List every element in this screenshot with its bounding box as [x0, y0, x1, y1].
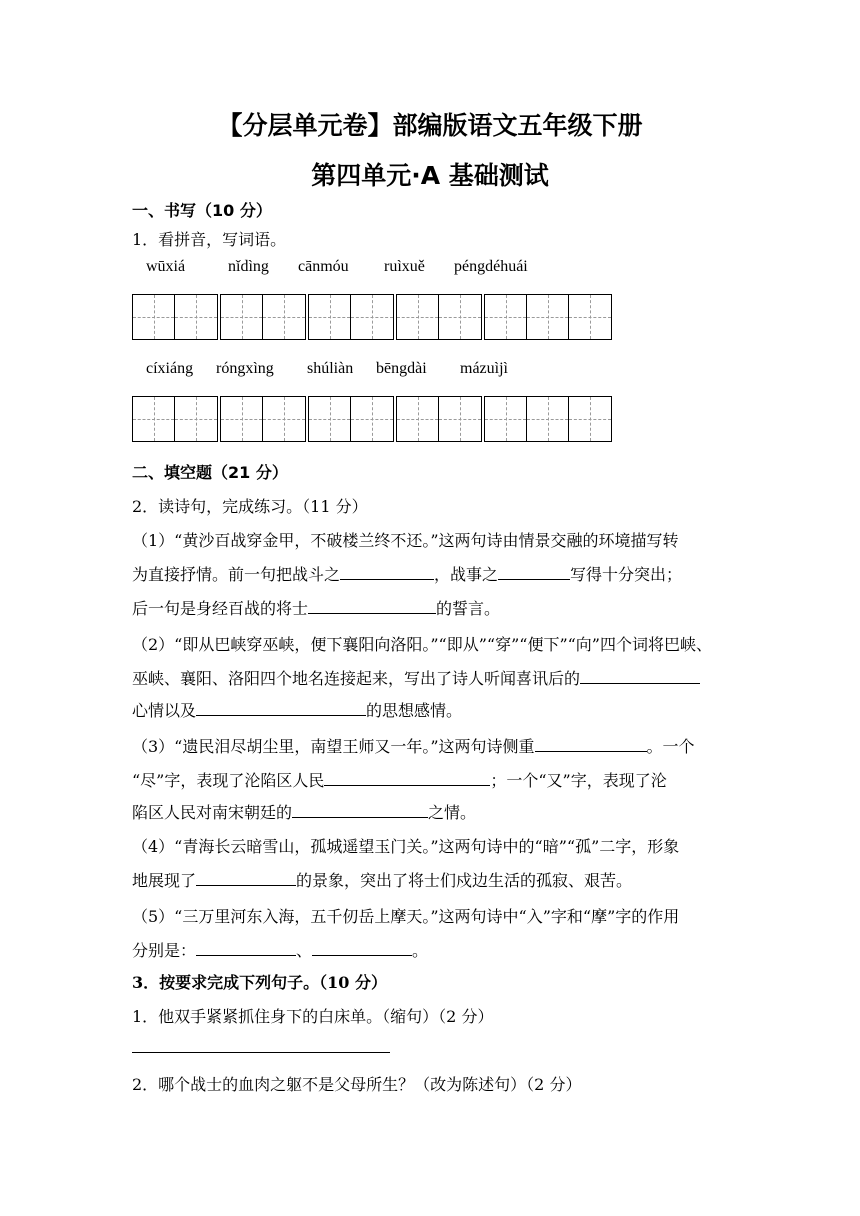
pinyin-label: nǐdìng	[228, 258, 269, 275]
text-span: 之情。	[428, 803, 477, 822]
text-span: 心情以及	[132, 701, 197, 720]
poem-item-4-line-1: （4）“青海长云暗雪山，孤城遥望玉门关。”这两句诗中的“暗”“孤”二字，形象	[132, 837, 680, 856]
text-span: 的思想感情。	[366, 701, 463, 720]
character-cell[interactable]	[221, 397, 263, 441]
pinyin-label: shúliàn	[307, 360, 354, 377]
pinyin-label: péngdéhuái	[454, 258, 528, 275]
text-span: 为直接抒情。前一句把战斗之	[132, 565, 341, 584]
poem-item-5-line-1: （5）“三万里河东入海，五千仞岳上摩天。”这两句诗中“入”字和“摩”字的作用	[132, 907, 680, 926]
character-cell[interactable]	[485, 397, 527, 441]
pinyin-label: róngxìng	[216, 360, 274, 377]
pinyin-label: bēngdài	[376, 360, 427, 377]
poem-item-3-line-1	[132, 734, 695, 757]
character-cell[interactable]	[309, 397, 351, 441]
text-span: 后一句是身经百战的将士	[132, 599, 309, 618]
word-box	[396, 396, 482, 442]
answer-blank[interactable]	[312, 941, 412, 956]
sentence-task-2: 2．哪个战士的血肉之躯不是父母所生？（改为陈述句）（2 分）	[132, 1075, 582, 1094]
character-cell[interactable]	[439, 397, 481, 441]
character-cell[interactable]	[221, 295, 263, 339]
writing-grid-row-2	[132, 396, 614, 442]
character-cell[interactable]	[351, 295, 393, 339]
answer-blank[interactable]	[292, 803, 428, 818]
poem-item-3-line-3	[132, 800, 476, 823]
answer-blank[interactable]	[340, 565, 434, 580]
answer-blank[interactable]	[196, 871, 296, 886]
text-span: 分别是：	[132, 941, 197, 960]
text-span: （3）“遗民泪尽胡尘里，南望王师又一年。”这两句诗侧重	[132, 737, 535, 756]
answer-blank[interactable]	[324, 771, 490, 786]
character-cell[interactable]	[569, 397, 611, 441]
question-1-prompt: 1．看拼音，写词语。	[132, 230, 287, 249]
answer-blank[interactable]	[498, 565, 570, 580]
pinyin-label: wūxiá	[146, 258, 186, 275]
text-span: 。	[412, 941, 429, 960]
pinyin-label: mázuìjì	[460, 360, 508, 377]
poem-item-2-line-3	[132, 698, 462, 721]
poem-item-1-line-3	[132, 596, 500, 619]
word-box	[132, 294, 218, 340]
character-cell[interactable]	[263, 295, 305, 339]
section-heading-fill-blank: 二、填空题（21 分）	[132, 463, 288, 482]
text-span: 巫峡、襄阳、洛阳四个地名连接起来，写出了诗人听闻喜讯后的	[132, 669, 581, 688]
text-span: ；一个“又”字，表现了沦	[490, 771, 667, 790]
word-box	[396, 294, 482, 340]
character-cell[interactable]	[263, 397, 305, 441]
text-span: 地展现了	[132, 871, 197, 890]
character-cell[interactable]	[569, 295, 611, 339]
text-span: 陷区人民对南宋朝廷的	[132, 803, 293, 822]
character-cell[interactable]	[485, 295, 527, 339]
text-span: 。一个	[646, 737, 695, 756]
word-box	[220, 396, 306, 442]
pinyin-label: ruìxuě	[384, 258, 425, 275]
poem-item-5-line-2	[132, 938, 428, 961]
poem-item-1-line-2	[132, 562, 682, 585]
sentence-task-1: 1．他双手紧紧抓住身下的白床单。（缩句）（2 分）	[132, 1007, 494, 1026]
character-cell[interactable]	[527, 295, 569, 339]
text-span: 的景象，突出了将士们戍边生活的孤寂、艰苦。	[296, 871, 633, 890]
writing-grid-row-1	[132, 294, 614, 340]
character-cell[interactable]	[175, 295, 217, 339]
character-cell[interactable]	[351, 397, 393, 441]
character-cell[interactable]	[397, 397, 439, 441]
question-2-prompt: 2．读诗句，完成练习。（11 分）	[132, 497, 368, 516]
answer-blank[interactable]	[196, 701, 366, 716]
pinyin-label: cānmóu	[298, 258, 349, 275]
poem-item-2-line-1: （2）“即从巴峡穿巫峡，便下襄阳向洛阳。”“即从”“穿”“便下”“向”四个词将巴峡、	[132, 635, 712, 654]
word-box	[308, 396, 394, 442]
answer-blank[interactable]	[580, 669, 700, 684]
character-cell[interactable]	[439, 295, 481, 339]
answer-line[interactable]	[132, 1052, 390, 1053]
word-box	[484, 294, 612, 340]
question-3-prompt: 3．按要求完成下列句子。（10 分）	[132, 973, 387, 992]
answer-blank[interactable]	[535, 737, 647, 752]
word-box	[220, 294, 306, 340]
word-box	[132, 396, 218, 442]
pinyin-label: cíxiáng	[146, 360, 194, 377]
document-title: 【分层单元卷】部编版语文五年级下册	[217, 111, 643, 140]
answer-blank[interactable]	[308, 599, 436, 614]
character-cell[interactable]	[133, 295, 175, 339]
text-span: 写得十分突出；	[570, 565, 683, 584]
text-span: “尽”字，表现了沦陷区人民	[132, 771, 325, 790]
text-span: ，战事之	[434, 565, 499, 584]
word-box	[484, 396, 612, 442]
section-heading-writing: 一、书写（10 分）	[132, 201, 272, 220]
character-cell[interactable]	[175, 397, 217, 441]
document-subtitle: 第四单元·A 基础测试	[311, 161, 549, 190]
poem-item-3-line-2	[132, 768, 667, 791]
text-span: 、	[296, 941, 313, 960]
text-span: 的誓言。	[436, 599, 501, 618]
answer-blank[interactable]	[196, 941, 296, 956]
character-cell[interactable]	[309, 295, 351, 339]
poem-item-2-line-2	[132, 666, 700, 689]
character-cell[interactable]	[133, 397, 175, 441]
character-cell[interactable]	[397, 295, 439, 339]
poem-item-1-line-1: （1）“黄沙百战穿金甲，不破楼兰终不还。”这两句诗由情景交融的环境描写转	[132, 531, 679, 550]
word-box	[308, 294, 394, 340]
poem-item-4-line-2	[132, 868, 632, 891]
character-cell[interactable]	[527, 397, 569, 441]
